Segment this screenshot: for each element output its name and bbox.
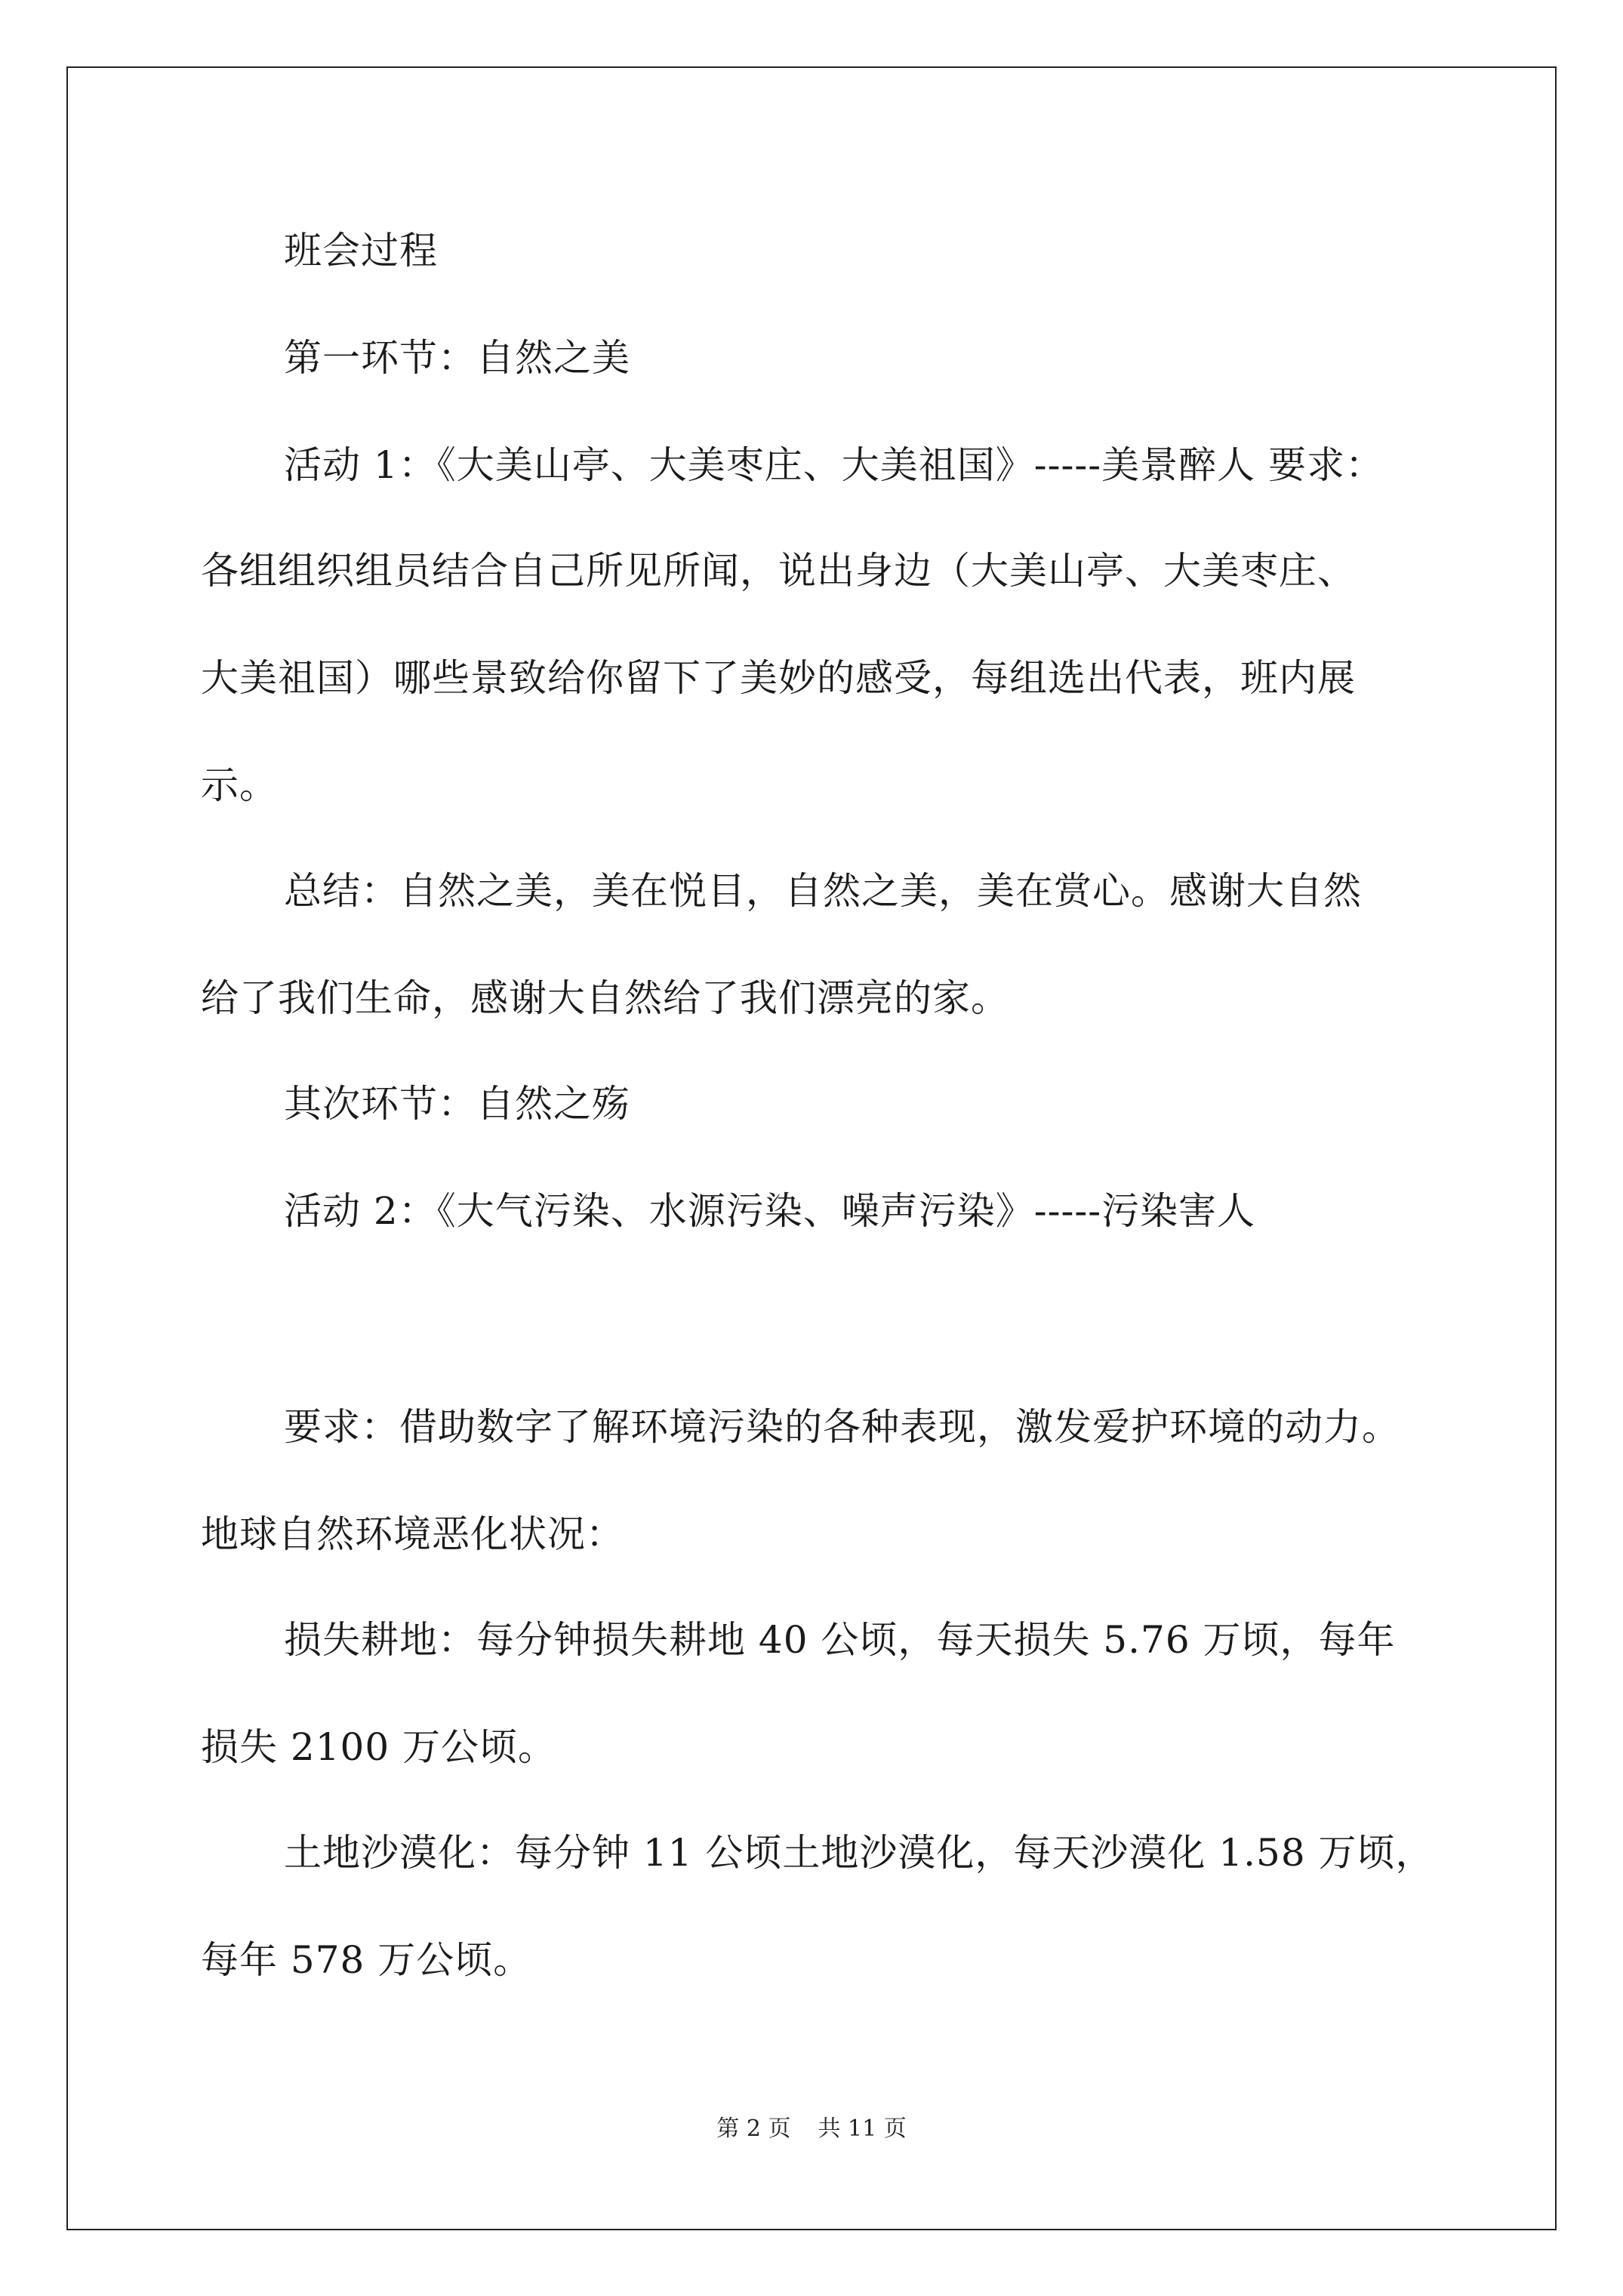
page-number-current: 第 2 页 xyxy=(716,2116,791,2142)
paragraph-line: 地球自然环境恶化状况： xyxy=(201,1512,624,1556)
paragraph-line: 损失 2100 万公顷。 xyxy=(201,1725,557,1769)
page-number-total: 共 11 页 xyxy=(818,2116,907,2142)
paragraph-line: 各组组织组员结合自己所见所闻，说出身边（大美山亭、大美枣庄、 xyxy=(201,549,1356,593)
paragraph-line: 示。 xyxy=(201,763,278,807)
summary-line: 总结：自然之美，美在悦目，自然之美，美在赏心。感谢大自然 xyxy=(284,869,1362,913)
activity-1-line: 活动 1：《大美山亭、大美枣庄、大美祖国》-----美景醉人 要求： xyxy=(284,443,1384,487)
requirement-line: 要求：借助数字了解环境污染的各种表现，激发爱护环境的动力。 xyxy=(284,1405,1400,1449)
section-title-2: 其次环节：自然之殇 xyxy=(284,1082,630,1126)
paragraph-line: 大美祖国）哪些景致给你留下了美妙的感受，每组选出代表，班内展 xyxy=(201,656,1356,700)
desertification-line: 土地沙漠化：每分钟 11 公顷土地沙漠化，每天沙漠化 1.58 万顷， xyxy=(284,1831,1434,1875)
section-heading: 班会过程 xyxy=(284,229,438,273)
page-footer xyxy=(0,2116,1623,2143)
farmland-loss-line: 损失耕地：每分钟损失耕地 40 公顷，每天损失 5.76 万顷，每年 xyxy=(284,1618,1396,1662)
paragraph-line: 给了我们生命，感谢大自然给了我们漂亮的家。 xyxy=(201,976,1009,1020)
section-title-1: 第一环节：自然之美 xyxy=(284,336,630,380)
paragraph-line: 每年 578 万公顷。 xyxy=(201,1938,532,1982)
page-border xyxy=(66,66,1557,2230)
activity-2-line: 活动 2：《大气污染、水源污染、噪声污染》-----污染害人 xyxy=(284,1189,1256,1233)
